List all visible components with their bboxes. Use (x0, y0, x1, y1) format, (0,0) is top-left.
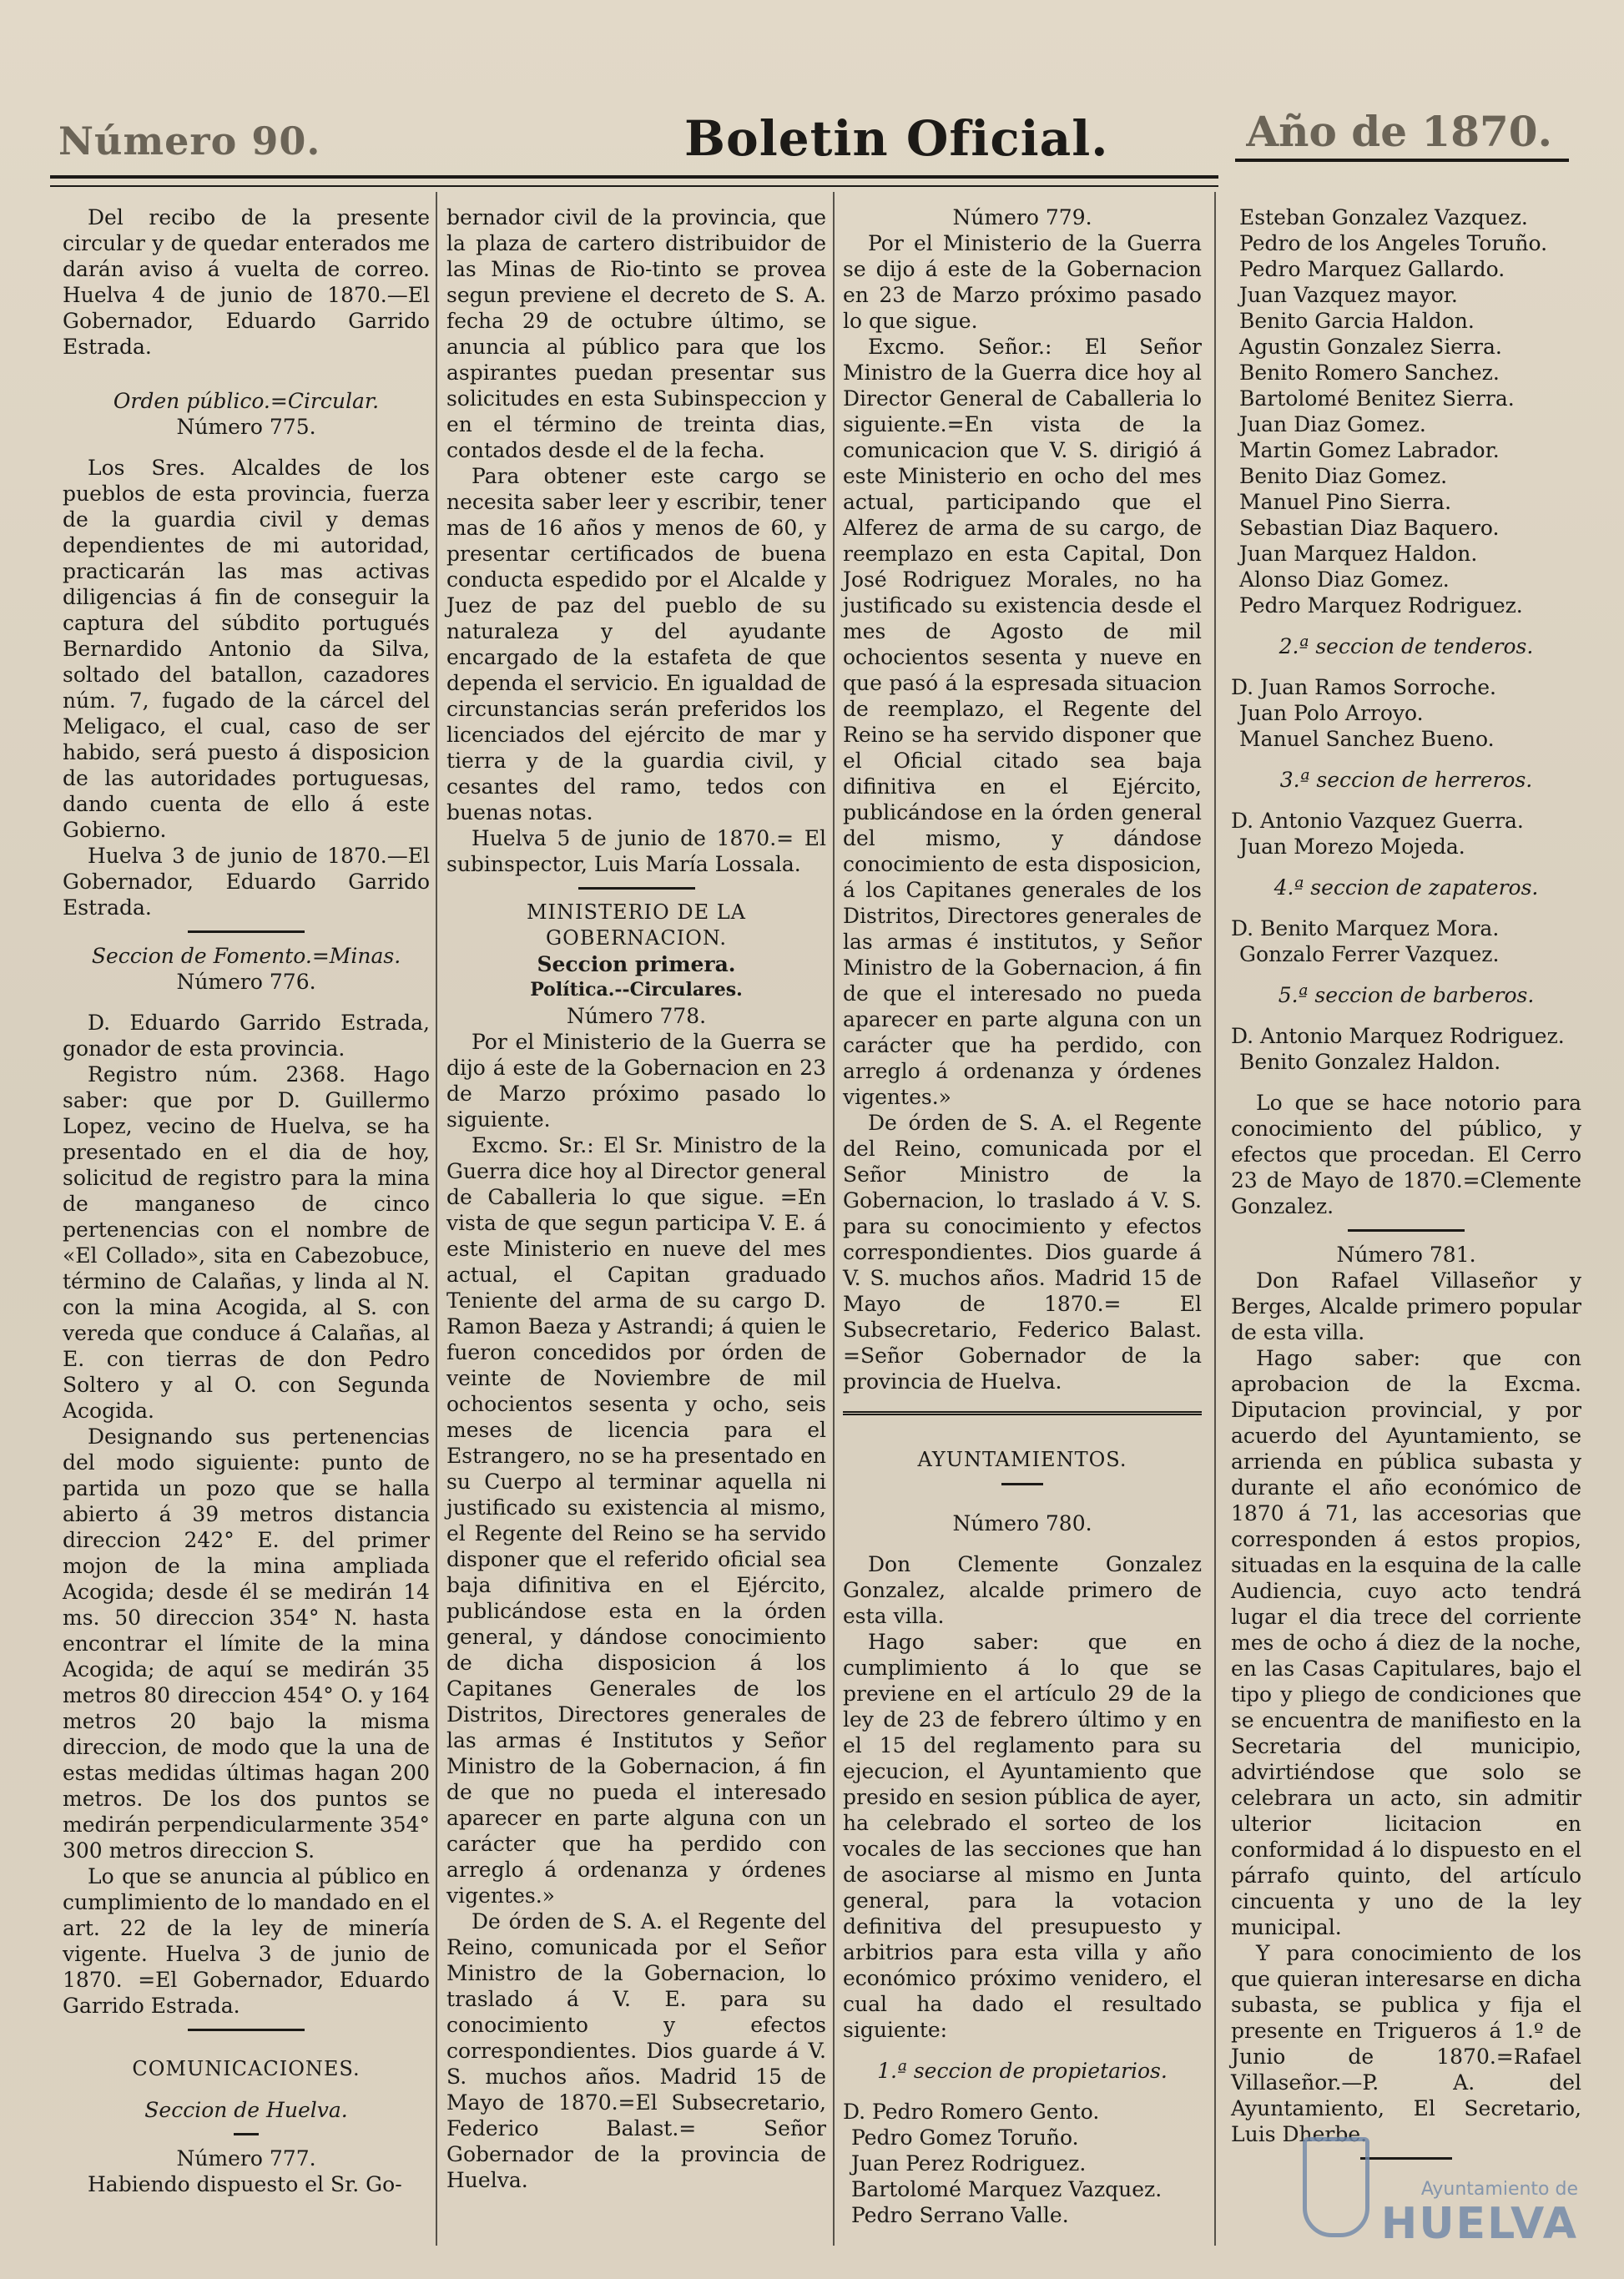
list-item: Pedro Serrano Valle. (851, 2203, 1069, 2227)
paragraph: Y para conocimiento de los que quieran interesarse en dicha subasta, se publica y fija el presente en Trigueros á 1.º de Junio de 1870.=Rafael Villaseñor.—P. A. del Ayuntamiento, El Secretario, Luis Dherbe. (1231, 1941, 1581, 2146)
masthead (42, 100, 1569, 167)
list-item: D. Antonio Marquez Rodriguez. (1231, 1024, 1565, 1048)
list-item: Pedro de los Angeles Toruño. (1239, 231, 1548, 255)
list-item: Juan Polo Arroyo. (1239, 701, 1424, 725)
item-number: Número 777. (176, 2146, 316, 2171)
list-item: D. Antonio Vazquez Guerra. (1231, 809, 1524, 833)
column-divider (833, 192, 835, 2246)
list-item: Sebastian Diaz Baquero. (1239, 516, 1500, 540)
list-item: Agustin Gonzalez Sierra. (1239, 335, 1502, 359)
paragraph: Habiendo dispuesto el Sr. Go- (88, 2172, 402, 2196)
list-item: Juan Perez Rodriguez. (851, 2151, 1087, 2176)
section-heading: COMUNICACIONES. (132, 2057, 361, 2080)
list-item: Bartolomé Benitez Sierra. (1239, 386, 1515, 411)
list-item: Benito Romero Sanchez. (1239, 361, 1500, 385)
list-item: Esteban Gonzalez Vazquez. (1239, 205, 1528, 229)
section-heading: Seccion primera. (537, 952, 736, 976)
stamp-line-2: HUELVA (1380, 2199, 1578, 2249)
paragraph: Registro núm. 2368. Hago saber: que por D. Guillermo Lopez, vecino de Huelva, se ha presentado en el dia de hoy, solicitud de registro para la mina de manganeso de cinco pertenencias con el nombre de «El Collado», sita en Cabezobuce, término de Calañas, y linda al N. con la mina Acogida, al S. con vereda que conduce á Calañas, al E. con tierras de don Pedro Soltero y al O. con Segunda Acogida. (63, 1062, 430, 1423)
column-4 (1231, 204, 1581, 2246)
list-item: Juan Morezo Mojeda. (1239, 834, 1465, 859)
section-heading: AYUNTAMIENTOS. (917, 1448, 1127, 1471)
section-heading: 5.ª seccion de barberos. (1278, 983, 1535, 1007)
separator (1001, 1483, 1043, 1485)
name-list (1231, 1023, 1581, 1075)
paragraph: De órden de S. A. el Regente del Reino, comunicada por el Señor Ministro de la Gobernacion, lo traslado á V. E. para su conocimiento y efectos correspondientes. Dios guarde á V. S. muchos años. Madrid 15 de Mayo de 1870.=El Subsecretario, Federico Balast.= Señor Gobernador de la provincia de Huelva. (446, 1909, 826, 2192)
list-item: Manuel Pino Sierra. (1239, 490, 1452, 514)
separator (843, 1411, 1202, 1415)
issue-number: Número 90. (58, 118, 321, 164)
archive-stamp (1303, 2129, 1578, 2254)
separator (188, 2029, 305, 2031)
section-heading: Seccion de Fomento.=Minas. (91, 944, 401, 968)
separator (188, 930, 305, 933)
list-item: Pedro Gomez Toruño. (851, 2125, 1079, 2150)
item-number: Número 775. (176, 415, 316, 439)
list-item: Juan Diaz Gomez. (1239, 412, 1426, 436)
item-number: Número 779. (952, 205, 1092, 229)
list-item: Benito Garcia Haldon. (1239, 309, 1475, 333)
issue-year: Año de 1870. (1246, 107, 1552, 156)
paragraph: Lo que se hace notorio para conocimiento del público, y efectos que procedan. El Cerro 23 de Mayo de 1870.=Clemente Gonzalez. (1231, 1091, 1581, 1218)
paragraph: D. Eduardo Garrido Estrada, gonador de esta provincia. (63, 1011, 430, 1061)
item-number: Número 776. (176, 970, 316, 994)
stamp-line-1: Ayuntamiento de (1420, 2179, 1578, 2200)
section-heading: Política.--Circulares. (530, 979, 743, 1001)
list-item: D. Juan Ramos Sorroche. (1231, 675, 1496, 699)
list-item: Juan Marquez Haldon. (1239, 542, 1478, 566)
paragraph: Excmo. Señor.: El Señor Ministro de la Guerra dice hoy al Director General de Caballeria lo siguiente.=En vista de la comunicacion que V. S. dirigió á este Ministerio en ocho del mes actual, participando que el Alferez de arma de su cargo, de reemplazo en esta Capital, Don José Rodriguez Morales, no ha justificado su existencia desde el mes de Agosto de mil ochocientos sesenta y nueve en que pasó á la espresada situacion de reemplazo, el Regente del Reino se ha servido disponer que el Oficial citado sea baja difinitiva en el Ejército, publicándose en la órden general del mismo, y dándose conocimiento de esta disposicion, á los Capitanes generales de los Distritos, Directores generales de las armas é institutos, y Señor Ministro de la Gobernacion, á fin de que el interesado no pueda aparecer en parte alguna con un carácter que ha perdido, con arreglo á ordenanza y órdenes vigentes.» (843, 335, 1202, 1109)
list-item: Benito Gonzalez Haldon. (1239, 1050, 1501, 1074)
column-2 (446, 204, 826, 2246)
paragraph: Los Sres. Alcaldes de los pueblos de esta provincia, fuerza de la guardia civil y demas dependientes de mi autoridad, practicarán las mas activas diligencias á fin de conseguir la captura del súbdito portugués Bernardido Antonio da Silva, soltado del batallon, cazadores núm. 7, fugado de la cárcel del Meligaco, el cual, caso de ser habido, será puesto á disposicion de las autoridades portuguesas, dando cuenta de ello á este Gobierno. (63, 456, 430, 842)
list-item: Alonso Diaz Gomez. (1239, 567, 1450, 592)
paragraph: De órden de S. A. el Regente del Reino, comunicada por el Señor Ministro de la Gobernacion, lo traslado á V. S. para su conocimiento y efectos correspondientes. Dios guarde á V. S. muchos años. Madrid 15 de Mayo de 1870.= El Subsecretario, Federico Balast. =Señor Gobernador de la provincia de Huelva. (843, 1111, 1202, 1394)
list-item: Bartolomé Marquez Vazquez. (851, 2177, 1163, 2201)
list-item: Benito Diaz Gomez. (1239, 464, 1448, 488)
paragraph: Del recibo de la presente circular y de quedar enterados me darán aviso á vuelta de correo. Huelva 4 de junio de 1870.—El Gobernador, Eduardo Garrido Estrada. (63, 205, 430, 359)
paragraph: Don Rafael Villaseñor y Berges, Alcalde primero popular de esta villa. (1231, 1268, 1581, 1344)
paragraph: Huelva 5 de junio de 1870.= El subinspector, Luis María Lossala. (446, 826, 826, 876)
list-item: Pedro Marquez Rodriguez. (1239, 593, 1523, 618)
list-item: Gonzalo Ferrer Vazquez. (1239, 942, 1500, 966)
shield-icon (1303, 2137, 1369, 2237)
paragraph: Excmo. Sr.: El Sr. Ministro de la Guerra dice hoy al Director general de Caballeria lo que sigue. =En vista de que segun participa V. E. á este Ministerio en nueve del mes actual, el Capitan graduado Teniente del arma de su cargo D. Ramon Baeza y Astrandi; á quien le fueron concedidos por órden de veinte de Noviembre de mil ochocientos sesenta y ocho, seis meses de licencia para el Estrangero, no se ha presentado en su Cuerpo al terminar aquella ni justificado su existencia al mismo, el Regente del Reino se ha servido disponer que el referido oficial sea baja difinitiva en el Ejército, publicándose esta en la órden general, y dándose conocimiento de dicha disposicion á los Capitanes Generales de los Distritos, Directores generales de las armas é Institutos y Señor Ministro de la Gobernacion, á fin de que no pueda el interesado aparecer en parte alguna con un carácter que ha perdido con arreglo á ordenanza y órdenes vigentes.» (446, 1133, 826, 1908)
item-number: Número 780. (952, 1511, 1092, 1535)
section-heading: 4.ª seccion de zapateros. (1273, 875, 1539, 900)
masthead-rule (50, 175, 1218, 187)
section-heading: 2.ª seccion de tenderos. (1279, 634, 1534, 658)
paragraph: Por el Ministerio de la Guerra se dijo á este de la Gobernacion en 23 de Marzo próximo pasado lo siguiente. (446, 1030, 826, 1132)
section-heading: MINISTERIO DE LA GOBERNACION. (526, 900, 747, 950)
name-list (1231, 915, 1581, 967)
paragraph: Lo que se anuncia al público en cumplimiento de lo mandado en el art. 22 de la ley de minería vigente. Huelva 3 de junio de 1870. =El Gobernador, Eduardo Garrido Estrada. (63, 1864, 430, 2018)
separator (1348, 1229, 1465, 1232)
paragraph: Don Clemente Gonzalez Gonzalez, alcalde primero de esta villa. (843, 1552, 1202, 1628)
paragraph: Hago saber: que en cumplimiento á lo que se previene en el artículo 29 de la ley de 23 de febrero último y en el 15 del reglamento para su ejecucion, el Ayuntamiento que presido en sesion pública de ayer, ha celebrado el sorteo de los vocales de las secciones que han de asociarse al mismo en Junta general, para la votacion definitiva del presupuesto y arbitrios para esta villa y año económico próximo venidero, el cual ha dado el resultado siguiente: (843, 1630, 1202, 2042)
name-list (843, 2099, 1202, 2228)
paragraph: Hago saber: que con aprobacion de la Excma. Diputacion provincial, y por acuerdo del Ayuntamiento, se arrienda en pública subasta y durante el año económico de 1870 á 71, las accesorias que corresponden á estos propios, situadas en la esquina de la calle Audiencia, cuyo acto tendrá lugar el dia trece del corriente mes de ocho á diez de la noche, en las Casas Capitulares, bajo el tipo y pliego de condiciones que se encuentra de manifiesto en la Secretaria del municipio, advirtiéndose que solo se celebrara un acto, sin admitir ulterior licitacion en conformidad á lo dispuesto en el párrafo quinto, del artículo cincuenta y uno de la ley municipal. (1231, 1346, 1581, 1939)
section-heading: Orden público.=Circular. (113, 389, 380, 413)
section-heading: Seccion de Huelva. (144, 2098, 348, 2122)
list-item: Juan Vazquez mayor. (1239, 283, 1458, 307)
separator (234, 2133, 259, 2135)
newspaper-title: Boletin Oficial. (684, 110, 1109, 167)
list-item: Martin Gomez Labrador. (1239, 438, 1500, 462)
column-3 (843, 204, 1202, 2246)
list-item: Pedro Marquez Gallardo. (1239, 257, 1505, 281)
separator (578, 887, 695, 890)
paragraph: Huelva 3 de junio de 1870.—El Gobernador, Eduardo Garrido Estrada. (63, 844, 430, 920)
section-heading: 3.ª seccion de herreros. (1279, 768, 1533, 792)
item-number: Número 778. (566, 1004, 707, 1028)
paragraph: Para obtener este cargo se necesita saber leer y escribir, tener mas de 16 años y menos de 60, y presentar certificados de buena conducta espedido por el Alcalde y Juez de paz del pueblo de su naturaleza y del ayudante encargado de la estafeta de que dependa el servicio. En igualdad de circunstancias serán preferidos los licenciados del ejército de mar y tierra y de la guardia civil, y cesantes del ramo, tedos con buenas notas. (446, 464, 826, 824)
column-divider (436, 192, 437, 2246)
column-divider (1214, 192, 1216, 2246)
section-heading: 1.ª seccion de propietarios. (877, 2059, 1168, 2083)
name-list (1231, 808, 1581, 860)
list-item: Manuel Sanchez Bueno. (1239, 727, 1495, 751)
paragraph: Designando sus pertenencias del modo siguiente: punto de partida un pozo que se halla abierto á 39 metros distancia direccion 242° E. del primer mojon de la mina ampliada Acogida; desde él se medirán 14 ms. 50 direccion 354° N. hasta encontrar el límite de la mina Acogida; de aquí se medirán 35 metros 80 direccion 454° O. y 164 metros 20 bajo la misma direccion, de modo que la una de estas medidas últimas hagan 200 metros. De los dos puntos se medirán perpendicularmente 354° 300 metros direccion S. (63, 1424, 430, 1863)
name-list (1231, 204, 1581, 618)
list-item: D. Benito Marquez Mora. (1231, 916, 1500, 940)
paragraph: bernador civil de la provincia, que la plaza de cartero distribuidor de las Minas de Rio-tinto se provea segun previene el decreto de S. A. fecha 29 de octubre último, se anuncia al público para que los aspirantes puedan presentar sus solicitudes en esta Subinspeccion y en el término de treinta dias, contados desde el de la fecha. (446, 205, 826, 462)
list-item: D. Pedro Romero Gento. (843, 2100, 1100, 2124)
paragraph: Por el Ministerio de la Guerra se dijo á este de la Gobernacion en 23 de Marzo próximo pasado lo que sigue. (843, 231, 1202, 333)
name-list (1231, 674, 1581, 752)
item-number: Número 781. (1336, 1243, 1476, 1267)
masthead-rule-right (1235, 159, 1569, 167)
column-1 (63, 204, 430, 2246)
